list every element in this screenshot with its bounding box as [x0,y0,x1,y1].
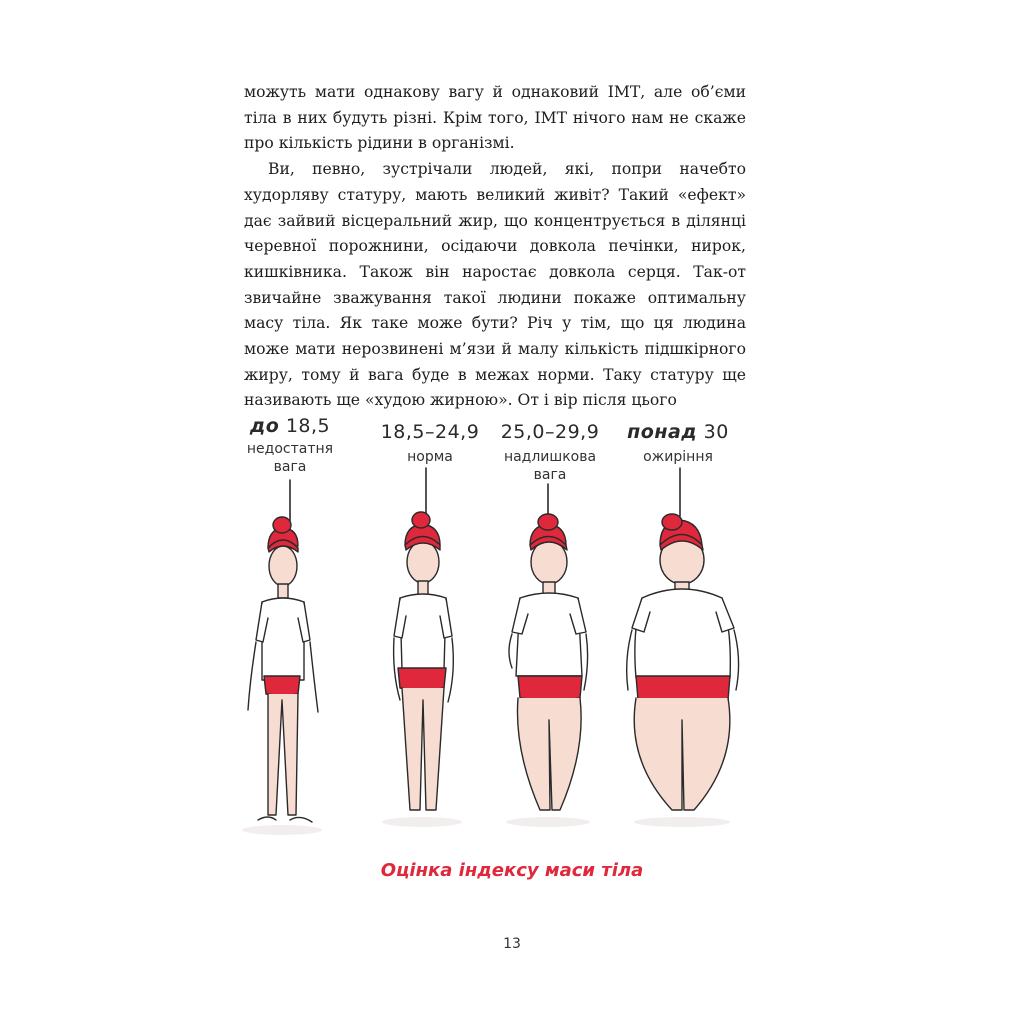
figure-obesity [627,514,739,827]
label-category: недостатня вага [246,441,334,475]
label-prefix: понад [627,421,698,443]
figure-underweight [242,517,322,835]
label-range: 18,5–24,9 [380,421,480,443]
figure-caption: Оцінка індексу маси тіла [380,860,644,881]
paragraph-1: можуть мати однакову вагу й однаковий ІМТ, але об’єми тіла в них будуть різні. Крім того, ІМТ нічого нам не скаже про кількість рідини в організмі. [244,83,746,153]
label-category: ожиріння [643,449,713,465]
label-prefix: до [249,415,280,437]
label-range: 18,5 [285,415,331,437]
label-range: 25,0–29,9 [500,421,600,443]
figure-normal [382,512,462,827]
label-category: надлишкова вага [503,449,597,483]
label-category: норма [407,449,453,465]
label-range: 30 [703,421,729,443]
page-number: 13 [503,936,521,952]
figure-overweight [506,514,590,827]
paragraph-2: Ви, певно, зустрічали людей, які, попри начебто худорляву статуру, мають великий живіт? Такий «ефект» дає зайвий вісцеральний жир, що концентрується в ділянці черевної порожнини, осідаючи довкола печінки, нирок, кишківника. Також він наростає довкола серця. Так-от звичайне зважування такої людини покаже оптимальну масу тіла. Як таке може бути? Річ у тім, що ця людина може мати нерозвинені м’язи й малу кількість підшкірного жиру, тому й вага буде в межах норми. Таку статуру ще називають ще «худою жирною». От і вір після цього [244,160,746,410]
